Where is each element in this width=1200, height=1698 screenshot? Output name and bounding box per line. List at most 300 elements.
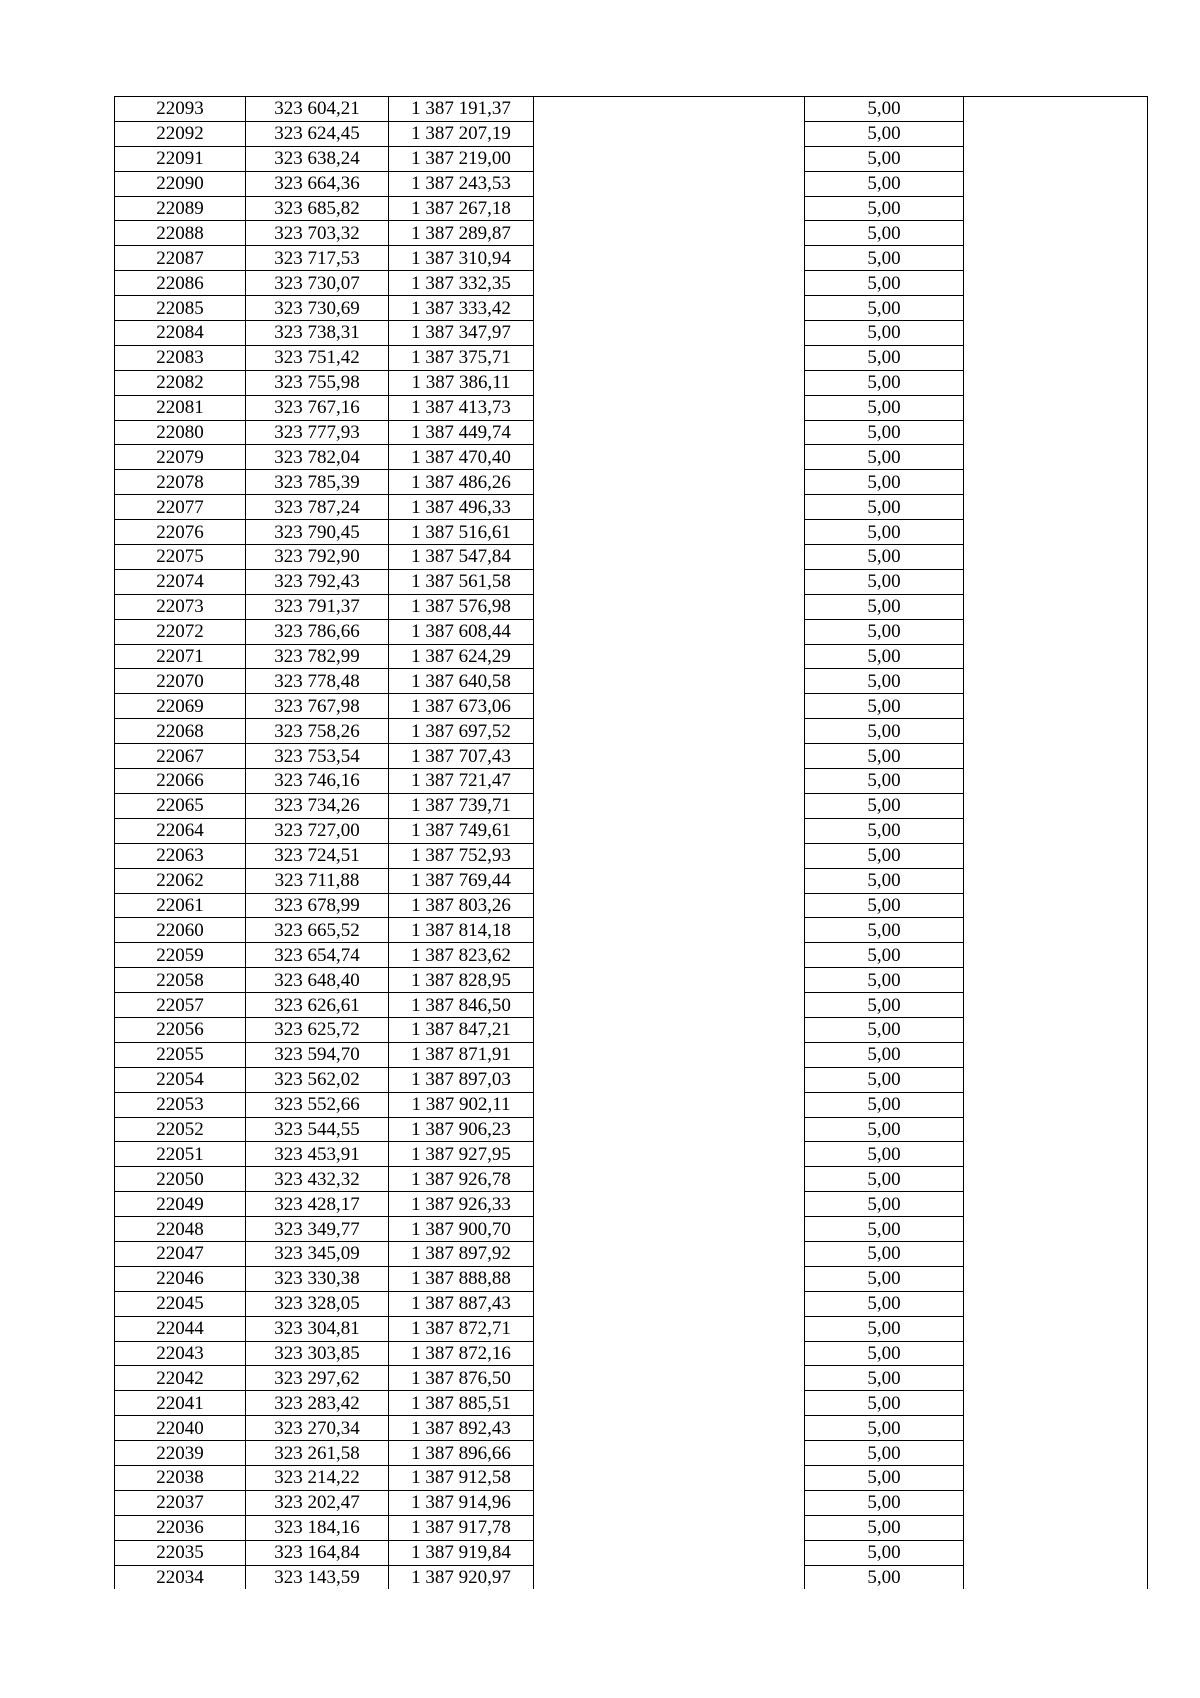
point-number-cell: 22092 <box>115 121 246 146</box>
y-coordinate-cell: 1 387 561,58 <box>389 569 534 594</box>
table-row <box>115 993 1148 1018</box>
x-coordinate-cell: 323 734,26 <box>246 793 389 818</box>
x-coordinate-cell: 323 304,81 <box>246 1316 389 1341</box>
y-coordinate-cell: 1 387 333,42 <box>389 296 534 321</box>
x-coordinate-cell: 323 664,36 <box>246 171 389 196</box>
empty-cell <box>964 171 1148 196</box>
accuracy-value-cell: 5,00 <box>805 495 964 520</box>
y-coordinate-cell: 1 387 876,50 <box>389 1366 534 1391</box>
point-number-cell: 22036 <box>115 1515 246 1540</box>
empty-cell <box>534 146 805 171</box>
y-coordinate-cell: 1 387 752,93 <box>389 843 534 868</box>
accuracy-value-cell: 5,00 <box>805 520 964 545</box>
empty-cell <box>534 943 805 968</box>
accuracy-value-cell: 5,00 <box>805 719 964 744</box>
empty-cell <box>534 1192 805 1217</box>
y-coordinate-cell: 1 387 697,52 <box>389 719 534 744</box>
point-number-cell: 22051 <box>115 1142 246 1167</box>
table-row <box>115 594 1148 619</box>
point-number-cell: 22081 <box>115 395 246 420</box>
y-coordinate-cell: 1 387 900,70 <box>389 1217 534 1242</box>
table-row <box>115 1416 1148 1441</box>
empty-cell <box>534 246 805 271</box>
accuracy-value-cell: 5,00 <box>805 694 964 719</box>
point-number-cell: 22091 <box>115 146 246 171</box>
y-coordinate-cell: 1 387 847,21 <box>389 1017 534 1042</box>
table-row <box>115 1067 1148 1092</box>
x-coordinate-cell: 323 594,70 <box>246 1042 389 1067</box>
point-number-cell: 22089 <box>115 196 246 221</box>
empty-cell <box>964 121 1148 146</box>
y-coordinate-cell: 1 387 823,62 <box>389 943 534 968</box>
empty-cell <box>534 196 805 221</box>
empty-cell <box>964 445 1148 470</box>
x-coordinate-cell: 323 665,52 <box>246 918 389 943</box>
table-row <box>115 271 1148 296</box>
empty-cell <box>964 395 1148 420</box>
point-number-cell: 22042 <box>115 1366 246 1391</box>
point-number-cell: 22058 <box>115 968 246 993</box>
empty-cell <box>964 1391 1148 1416</box>
empty-cell <box>964 744 1148 769</box>
accuracy-value-cell: 5,00 <box>805 1341 964 1366</box>
empty-cell <box>964 296 1148 321</box>
y-coordinate-cell: 1 387 927,95 <box>389 1142 534 1167</box>
empty-cell <box>534 818 805 843</box>
coordinates-table <box>114 96 1148 1589</box>
y-coordinate-cell: 1 387 624,29 <box>389 644 534 669</box>
x-coordinate-cell: 323 432,32 <box>246 1167 389 1192</box>
point-number-cell: 22057 <box>115 993 246 1018</box>
empty-cell <box>534 1092 805 1117</box>
table-row <box>115 1465 1148 1490</box>
empty-cell <box>964 1117 1148 1142</box>
empty-cell <box>534 1416 805 1441</box>
table-row <box>115 619 1148 644</box>
empty-cell <box>534 569 805 594</box>
table-row <box>115 694 1148 719</box>
empty-cell <box>534 1117 805 1142</box>
table-row <box>115 520 1148 545</box>
table-row <box>115 470 1148 495</box>
x-coordinate-cell: 323 270,34 <box>246 1416 389 1441</box>
y-coordinate-cell: 1 387 486,26 <box>389 470 534 495</box>
point-number-cell: 22071 <box>115 644 246 669</box>
empty-cell <box>534 1291 805 1316</box>
empty-cell <box>964 1465 1148 1490</box>
empty-cell <box>534 719 805 744</box>
y-coordinate-cell: 1 387 707,43 <box>389 744 534 769</box>
table-row <box>115 1142 1148 1167</box>
point-number-cell: 22059 <box>115 943 246 968</box>
table-row <box>115 196 1148 221</box>
table-row <box>115 1515 1148 1540</box>
x-coordinate-cell: 323 791,37 <box>246 594 389 619</box>
y-coordinate-cell: 1 387 906,23 <box>389 1117 534 1142</box>
empty-cell <box>964 644 1148 669</box>
x-coordinate-cell: 323 703,32 <box>246 221 389 246</box>
y-coordinate-cell: 1 387 267,18 <box>389 196 534 221</box>
empty-cell <box>534 271 805 296</box>
x-coordinate-cell: 323 717,53 <box>246 246 389 271</box>
point-number-cell: 22054 <box>115 1067 246 1092</box>
y-coordinate-cell: 1 387 814,18 <box>389 918 534 943</box>
x-coordinate-cell: 323 453,91 <box>246 1142 389 1167</box>
table-row <box>115 669 1148 694</box>
x-coordinate-cell: 323 738,31 <box>246 321 389 346</box>
y-coordinate-cell: 1 387 803,26 <box>389 893 534 918</box>
point-number-cell: 22056 <box>115 1017 246 1042</box>
table-row <box>115 1217 1148 1242</box>
empty-cell <box>964 968 1148 993</box>
accuracy-value-cell: 5,00 <box>805 545 964 570</box>
table-row <box>115 943 1148 968</box>
accuracy-value-cell: 5,00 <box>805 370 964 395</box>
x-coordinate-cell: 323 261,58 <box>246 1441 389 1466</box>
x-coordinate-cell: 323 724,51 <box>246 843 389 868</box>
point-number-cell: 22068 <box>115 719 246 744</box>
x-coordinate-cell: 323 730,69 <box>246 296 389 321</box>
empty-cell <box>964 793 1148 818</box>
empty-cell <box>964 221 1148 246</box>
x-coordinate-cell: 323 626,61 <box>246 993 389 1018</box>
point-number-cell: 22093 <box>115 97 246 122</box>
y-coordinate-cell: 1 387 919,84 <box>389 1540 534 1565</box>
empty-cell <box>964 495 1148 520</box>
table-row <box>115 221 1148 246</box>
empty-cell <box>964 146 1148 171</box>
x-coordinate-cell: 323 544,55 <box>246 1117 389 1142</box>
y-coordinate-cell: 1 387 496,33 <box>389 495 534 520</box>
point-number-cell: 22084 <box>115 321 246 346</box>
empty-cell <box>534 1565 805 1589</box>
empty-cell <box>964 893 1148 918</box>
empty-cell <box>534 495 805 520</box>
empty-cell <box>964 321 1148 346</box>
table-row <box>115 1042 1148 1067</box>
accuracy-value-cell: 5,00 <box>805 1241 964 1266</box>
point-number-cell: 22040 <box>115 1416 246 1441</box>
y-coordinate-cell: 1 387 846,50 <box>389 993 534 1018</box>
empty-cell <box>534 370 805 395</box>
x-coordinate-cell: 323 164,84 <box>246 1540 389 1565</box>
table-row <box>115 1441 1148 1466</box>
x-coordinate-cell: 323 711,88 <box>246 868 389 893</box>
empty-cell <box>964 943 1148 968</box>
accuracy-value-cell: 5,00 <box>805 793 964 818</box>
accuracy-value-cell: 5,00 <box>805 1017 964 1042</box>
table-row <box>115 644 1148 669</box>
coordinates-table-body <box>115 97 1148 1590</box>
accuracy-value-cell: 5,00 <box>805 619 964 644</box>
y-coordinate-cell: 1 387 926,33 <box>389 1192 534 1217</box>
empty-cell <box>964 1341 1148 1366</box>
point-number-cell: 22047 <box>115 1241 246 1266</box>
empty-cell <box>534 843 805 868</box>
empty-cell <box>964 1042 1148 1067</box>
table-row <box>115 918 1148 943</box>
y-coordinate-cell: 1 387 896,66 <box>389 1441 534 1466</box>
x-coordinate-cell: 323 202,47 <box>246 1490 389 1515</box>
x-coordinate-cell: 323 345,09 <box>246 1241 389 1266</box>
table-row <box>115 1017 1148 1042</box>
point-number-cell: 22041 <box>115 1391 246 1416</box>
accuracy-value-cell: 5,00 <box>805 221 964 246</box>
table-row <box>115 495 1148 520</box>
x-coordinate-cell: 323 297,62 <box>246 1366 389 1391</box>
x-coordinate-cell: 323 767,98 <box>246 694 389 719</box>
point-number-cell: 22064 <box>115 818 246 843</box>
accuracy-value-cell: 5,00 <box>805 121 964 146</box>
table-row <box>115 1341 1148 1366</box>
empty-cell <box>964 370 1148 395</box>
x-coordinate-cell: 323 604,21 <box>246 97 389 122</box>
empty-cell <box>534 744 805 769</box>
empty-cell <box>534 993 805 1018</box>
x-coordinate-cell: 323 349,77 <box>246 1217 389 1242</box>
y-coordinate-cell: 1 387 608,44 <box>389 619 534 644</box>
empty-cell <box>534 1441 805 1466</box>
x-coordinate-cell: 323 746,16 <box>246 769 389 794</box>
table-row <box>115 121 1148 146</box>
y-coordinate-cell: 1 387 885,51 <box>389 1391 534 1416</box>
empty-cell <box>964 545 1148 570</box>
point-number-cell: 22090 <box>115 171 246 196</box>
table-row <box>115 420 1148 445</box>
y-coordinate-cell: 1 387 470,40 <box>389 445 534 470</box>
table-row <box>115 1266 1148 1291</box>
empty-cell <box>534 1266 805 1291</box>
y-coordinate-cell: 1 387 888,88 <box>389 1266 534 1291</box>
accuracy-value-cell: 5,00 <box>805 1042 964 1067</box>
empty-cell <box>964 1142 1148 1167</box>
table-row <box>115 146 1148 171</box>
accuracy-value-cell: 5,00 <box>805 1441 964 1466</box>
accuracy-value-cell: 5,00 <box>805 1391 964 1416</box>
x-coordinate-cell: 323 283,42 <box>246 1391 389 1416</box>
empty-cell <box>964 271 1148 296</box>
y-coordinate-cell: 1 387 917,78 <box>389 1515 534 1540</box>
point-number-cell: 22077 <box>115 495 246 520</box>
empty-cell <box>534 1391 805 1416</box>
accuracy-value-cell: 5,00 <box>805 1465 964 1490</box>
empty-cell <box>964 1017 1148 1042</box>
accuracy-value-cell: 5,00 <box>805 445 964 470</box>
table-row <box>115 296 1148 321</box>
accuracy-value-cell: 5,00 <box>805 868 964 893</box>
point-number-cell: 22061 <box>115 893 246 918</box>
table-row <box>115 968 1148 993</box>
accuracy-value-cell: 5,00 <box>805 1515 964 1540</box>
empty-cell <box>964 694 1148 719</box>
x-coordinate-cell: 323 755,98 <box>246 370 389 395</box>
empty-cell <box>534 594 805 619</box>
empty-cell <box>964 918 1148 943</box>
empty-cell <box>534 893 805 918</box>
point-number-cell: 22088 <box>115 221 246 246</box>
table-row <box>115 445 1148 470</box>
empty-cell <box>534 1142 805 1167</box>
x-coordinate-cell: 323 787,24 <box>246 495 389 520</box>
x-coordinate-cell: 323 753,54 <box>246 744 389 769</box>
accuracy-value-cell: 5,00 <box>805 470 964 495</box>
accuracy-value-cell: 5,00 <box>805 395 964 420</box>
accuracy-value-cell: 5,00 <box>805 271 964 296</box>
point-number-cell: 22079 <box>115 445 246 470</box>
empty-cell <box>534 1042 805 1067</box>
accuracy-value-cell: 5,00 <box>805 943 964 968</box>
y-coordinate-cell: 1 387 347,97 <box>389 321 534 346</box>
empty-cell <box>534 968 805 993</box>
y-coordinate-cell: 1 387 769,44 <box>389 868 534 893</box>
point-number-cell: 22076 <box>115 520 246 545</box>
empty-cell <box>964 569 1148 594</box>
accuracy-value-cell: 5,00 <box>805 744 964 769</box>
y-coordinate-cell: 1 387 640,58 <box>389 669 534 694</box>
empty-cell <box>964 1291 1148 1316</box>
accuracy-value-cell: 5,00 <box>805 1117 964 1142</box>
empty-cell <box>964 1490 1148 1515</box>
y-coordinate-cell: 1 387 576,98 <box>389 594 534 619</box>
point-number-cell: 22078 <box>115 470 246 495</box>
point-number-cell: 22066 <box>115 769 246 794</box>
empty-cell <box>964 719 1148 744</box>
y-coordinate-cell: 1 387 721,47 <box>389 769 534 794</box>
point-number-cell: 22045 <box>115 1291 246 1316</box>
y-coordinate-cell: 1 387 547,84 <box>389 545 534 570</box>
y-coordinate-cell: 1 387 871,91 <box>389 1042 534 1067</box>
empty-cell <box>964 1540 1148 1565</box>
table-row <box>115 321 1148 346</box>
empty-cell <box>534 395 805 420</box>
table-row <box>115 395 1148 420</box>
accuracy-value-cell: 5,00 <box>805 1291 964 1316</box>
y-coordinate-cell: 1 387 912,58 <box>389 1465 534 1490</box>
x-coordinate-cell: 323 790,45 <box>246 520 389 545</box>
table-row <box>115 818 1148 843</box>
table-row <box>115 171 1148 196</box>
empty-cell <box>964 246 1148 271</box>
y-coordinate-cell: 1 387 872,16 <box>389 1341 534 1366</box>
point-number-cell: 22060 <box>115 918 246 943</box>
empty-cell <box>964 1192 1148 1217</box>
point-number-cell: 22063 <box>115 843 246 868</box>
table-row <box>115 1490 1148 1515</box>
x-coordinate-cell: 323 777,93 <box>246 420 389 445</box>
empty-cell <box>964 345 1148 370</box>
point-number-cell: 22035 <box>115 1540 246 1565</box>
empty-cell <box>964 1416 1148 1441</box>
point-number-cell: 22039 <box>115 1441 246 1466</box>
empty-cell <box>964 619 1148 644</box>
point-number-cell: 22043 <box>115 1341 246 1366</box>
accuracy-value-cell: 5,00 <box>805 146 964 171</box>
empty-cell <box>534 669 805 694</box>
point-number-cell: 22074 <box>115 569 246 594</box>
x-coordinate-cell: 323 767,16 <box>246 395 389 420</box>
table-row <box>115 1092 1148 1117</box>
table-row <box>115 769 1148 794</box>
point-number-cell: 22049 <box>115 1192 246 1217</box>
table-row <box>115 345 1148 370</box>
x-coordinate-cell: 323 778,48 <box>246 669 389 694</box>
point-number-cell: 22082 <box>115 370 246 395</box>
table-row <box>115 545 1148 570</box>
point-number-cell: 22065 <box>115 793 246 818</box>
point-number-cell: 22053 <box>115 1092 246 1117</box>
empty-cell <box>534 420 805 445</box>
empty-cell <box>534 221 805 246</box>
point-number-cell: 22038 <box>115 1465 246 1490</box>
y-coordinate-cell: 1 387 516,61 <box>389 520 534 545</box>
empty-cell <box>534 121 805 146</box>
accuracy-value-cell: 5,00 <box>805 1142 964 1167</box>
empty-cell <box>534 694 805 719</box>
table-row <box>115 1291 1148 1316</box>
y-coordinate-cell: 1 387 243,53 <box>389 171 534 196</box>
table-row <box>115 1316 1148 1341</box>
x-coordinate-cell: 323 328,05 <box>246 1291 389 1316</box>
y-coordinate-cell: 1 387 920,97 <box>389 1565 534 1589</box>
point-number-cell: 22034 <box>115 1565 246 1589</box>
empty-cell <box>534 445 805 470</box>
accuracy-value-cell: 5,00 <box>805 171 964 196</box>
accuracy-value-cell: 5,00 <box>805 893 964 918</box>
empty-cell <box>964 993 1148 1018</box>
accuracy-value-cell: 5,00 <box>805 818 964 843</box>
point-number-cell: 22062 <box>115 868 246 893</box>
table-row <box>115 370 1148 395</box>
point-number-cell: 22080 <box>115 420 246 445</box>
x-coordinate-cell: 323 562,02 <box>246 1067 389 1092</box>
accuracy-value-cell: 5,00 <box>805 196 964 221</box>
y-coordinate-cell: 1 387 872,71 <box>389 1316 534 1341</box>
accuracy-value-cell: 5,00 <box>805 1565 964 1589</box>
y-coordinate-cell: 1 387 207,19 <box>389 121 534 146</box>
table-row <box>115 893 1148 918</box>
x-coordinate-cell: 323 624,45 <box>246 121 389 146</box>
accuracy-value-cell: 5,00 <box>805 1092 964 1117</box>
x-coordinate-cell: 323 685,82 <box>246 196 389 221</box>
point-number-cell: 22069 <box>115 694 246 719</box>
empty-cell <box>534 520 805 545</box>
accuracy-value-cell: 5,00 <box>805 1366 964 1391</box>
x-coordinate-cell: 323 648,40 <box>246 968 389 993</box>
empty-cell <box>964 1167 1148 1192</box>
empty-cell <box>534 619 805 644</box>
accuracy-value-cell: 5,00 <box>805 594 964 619</box>
empty-cell <box>964 97 1148 122</box>
point-number-cell: 22055 <box>115 1042 246 1067</box>
y-coordinate-cell: 1 387 892,43 <box>389 1416 534 1441</box>
x-coordinate-cell: 323 678,99 <box>246 893 389 918</box>
accuracy-value-cell: 5,00 <box>805 1316 964 1341</box>
table-row <box>115 793 1148 818</box>
accuracy-value-cell: 5,00 <box>805 993 964 1018</box>
empty-cell <box>964 594 1148 619</box>
accuracy-value-cell: 5,00 <box>805 644 964 669</box>
accuracy-value-cell: 5,00 <box>805 1167 964 1192</box>
empty-cell <box>964 1217 1148 1242</box>
empty-cell <box>534 97 805 122</box>
point-number-cell: 22044 <box>115 1316 246 1341</box>
x-coordinate-cell: 323 785,39 <box>246 470 389 495</box>
empty-cell <box>534 793 805 818</box>
table-row <box>115 246 1148 271</box>
y-coordinate-cell: 1 387 219,00 <box>389 146 534 171</box>
empty-cell <box>964 420 1148 445</box>
y-coordinate-cell: 1 387 887,43 <box>389 1291 534 1316</box>
